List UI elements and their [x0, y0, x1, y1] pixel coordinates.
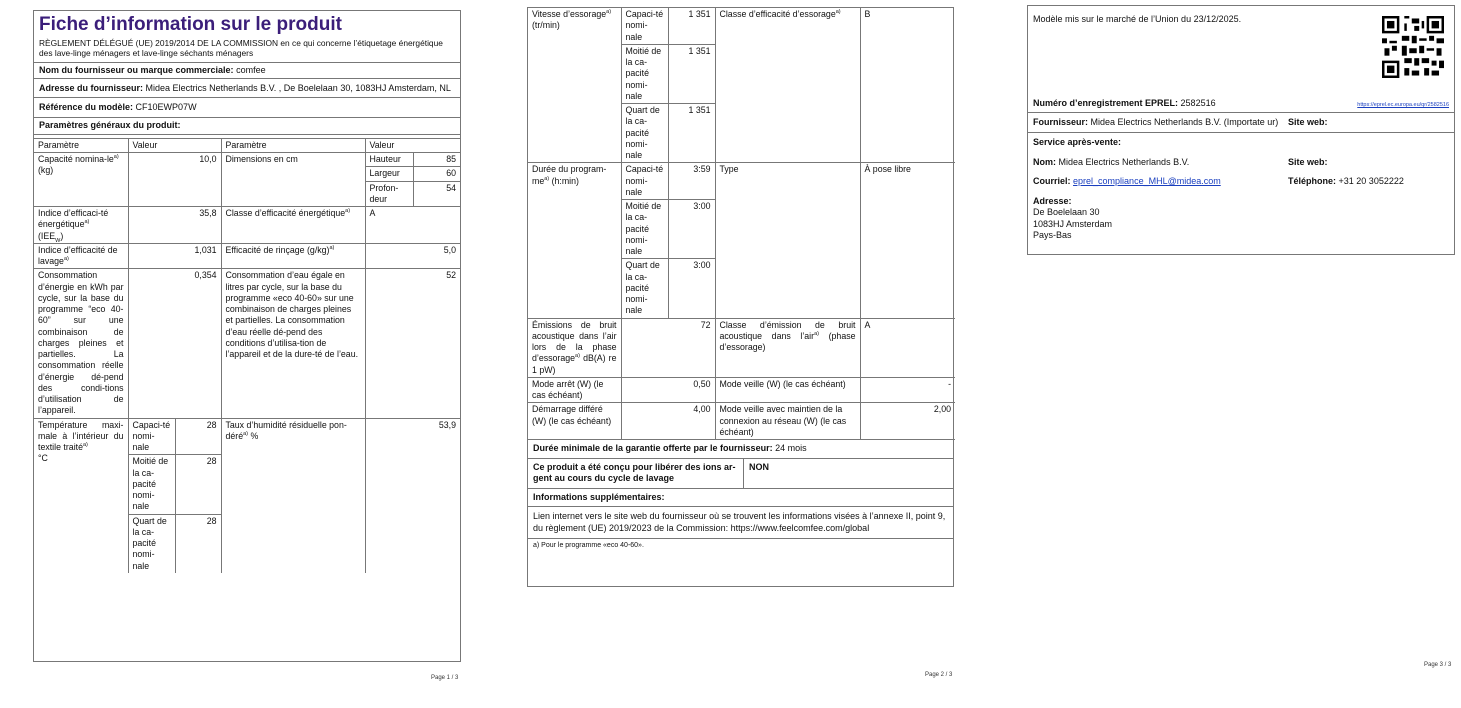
- weblink-url[interactable]: https://www.feelcomfee.com/global: [730, 522, 870, 533]
- noise-value: 72: [621, 318, 715, 377]
- spin-label: Vitesse d’essorage: [532, 9, 607, 19]
- noise-label: Émissions de bruit acoustique dans l’air lors de la phase d’essorage: [532, 319, 617, 364]
- temp-unit: °C: [38, 453, 48, 464]
- address-line-3: Pays-Bas: [1033, 230, 1072, 241]
- noise-class-cell: [715, 318, 860, 377]
- table-row: [34, 243, 460, 269]
- table-row: [528, 163, 955, 200]
- page-number-3: Page 3 / 3: [1424, 662, 1452, 668]
- qr-code-icon: [1382, 16, 1444, 78]
- duration-rated-label: Capaci-té nomi-nale: [621, 163, 668, 200]
- eei-subscript: W: [55, 237, 61, 244]
- duration-quarter-value: 3:00: [668, 259, 715, 318]
- water-cons-value: 52: [365, 269, 460, 418]
- delay-label: Démarrage différé (W) (le cas échéant): [528, 403, 621, 440]
- temp-quarter-value: 28: [175, 514, 221, 573]
- footnote-marker: a): [814, 330, 819, 337]
- document-title: Fiche d’information sur le produit: [39, 14, 342, 35]
- general-params-row: [34, 117, 460, 135]
- energy-class-label: Classe d’efficacité énergétique: [225, 208, 346, 219]
- type-label: Type: [715, 163, 860, 318]
- additional-label: Informations supplémentaires:: [533, 491, 665, 502]
- placed-on-market: Modèle mis sur le marché de l’Union du 23/12/2025.: [1033, 14, 1242, 24]
- after-sales-label: Service après-vente:: [1033, 137, 1122, 148]
- duration-cell: [528, 163, 621, 318]
- name-value: Midea Electrics Netherlands B.V.: [1058, 156, 1190, 167]
- supplier-address-value: Midea Electrics Netherlands B.V. , De Boelelaan 30, 1083HJ Amsterdam, NL: [145, 83, 451, 94]
- silver-row: [528, 459, 953, 489]
- warranty-row: [528, 440, 953, 459]
- capacity-unit: (kg): [38, 165, 54, 176]
- height-value: 85: [413, 153, 460, 167]
- eprel-value: 2582516: [1180, 98, 1216, 108]
- spin-half-value: 1 351: [668, 44, 715, 103]
- dimensions-label: Dimensions en cm: [221, 153, 365, 207]
- noise-class-unit: (phase d’essorage): [719, 330, 856, 352]
- rinse-eff-label: Efficacité de rinçage (g/kg): [225, 244, 330, 255]
- supplier-row: [1028, 112, 1454, 133]
- footnote-marker: a): [82, 442, 88, 449]
- page-number-2: Page 2 / 3: [925, 672, 953, 678]
- eprel-link[interactable]: https://eprel.ec.europa.eu/qr/2582516: [1357, 102, 1449, 109]
- footnote: a) Pour le programme «eco 40-60».: [533, 542, 644, 550]
- footnote-marker: a): [329, 244, 335, 251]
- water-cons-label: Consommation d’eau égale en litres par cycle, sur la base du programme «eco 40-60» sur une combinaison de charges pleines et partielles. La consommation d’eau réelle dé-pend des conditions d’utilisa-tion de l’appareil et de la dure-té de l’eau.: [221, 269, 365, 418]
- silver-label: Ce produit a été conçu pour libérer des ions ar-gent au cours du cycle de lavage: [528, 459, 744, 488]
- moisture-cell: [221, 418, 365, 573]
- warranty-value: 24 mois: [775, 443, 807, 453]
- energy-class-cell: [221, 207, 365, 244]
- supplier-value: Midea Electrics Netherlands B.V. (Importate ur): [1090, 116, 1279, 127]
- email-link[interactable]: eprel_compliance_MHL@midea.com: [1073, 176, 1221, 187]
- spin-class-label: Classe d’efficacité d’essorage: [719, 9, 836, 19]
- phone-label: Téléphone:: [1288, 176, 1337, 187]
- moisture-label: Taux d’humidité résiduelle pon-déré: [225, 419, 347, 441]
- col-value-header: Valeur: [128, 138, 221, 152]
- duration-label: Durée du program-me: [532, 164, 607, 186]
- duration-half-value: 3:00: [668, 200, 715, 259]
- energy-cons-value: 0,354: [128, 269, 221, 418]
- spin-class-value: B: [860, 8, 955, 163]
- spin-rated-label: Capaci-té nomi-nale: [621, 8, 668, 44]
- col-value-header-2: Valeur: [365, 138, 460, 152]
- website-label-2: Site web:: [1288, 156, 1328, 167]
- general-params-label: Paramètres généraux du produit:: [39, 120, 181, 131]
- temp-rated-label: Capaci-té nomi-nale: [128, 418, 175, 455]
- eprel-row: [1028, 98, 1454, 112]
- supplier-name-label: Nom du fournisseur ou marque commerciale:: [39, 64, 234, 75]
- moisture-value: 53,9: [365, 418, 460, 573]
- networked-label: Mode veille avec maintien de la connexion au réseau (W) (le cas échéant): [715, 403, 860, 440]
- warranty-label: Durée minimale de la garantie offerte par le fournisseur:: [533, 443, 773, 453]
- model-ref-label: Référence du modèle:: [39, 101, 134, 112]
- table-row: [34, 207, 460, 244]
- duration-unit: (h:min): [551, 175, 579, 186]
- temp-cell: [34, 418, 128, 573]
- silver-value: NON: [749, 461, 769, 472]
- eei-label: Indice d’efficaci-té énergétique: [38, 208, 109, 230]
- page-3: [1027, 5, 1455, 255]
- off-label: Mode arrêt (W) (le cas échéant): [528, 377, 621, 403]
- table-row: [528, 8, 955, 44]
- params-table-1: [34, 138, 460, 573]
- duration-half-label: Moitié de la ca-pacité nomi-nale: [621, 200, 668, 259]
- after-sales-block: [1028, 132, 1454, 246]
- width-label: Largeur: [365, 167, 413, 181]
- address-label: Adresse:: [1033, 195, 1072, 206]
- supplier-label: Fournisseur:: [1033, 116, 1089, 127]
- table-row: [34, 153, 460, 167]
- footnote-marker: a): [113, 154, 119, 161]
- footnote-marker: a): [575, 353, 580, 360]
- address-line-2: 1083HJ Amsterdam: [1033, 218, 1113, 229]
- spin-cell: [528, 8, 621, 163]
- footnote-marker: a): [243, 430, 248, 437]
- table-header-row: [34, 138, 460, 152]
- email-label: Courriel:: [1033, 176, 1071, 187]
- rinse-eff-cell: [221, 243, 365, 269]
- temp-half-label: Moitié de la ca-pacité nomi-nale: [128, 455, 175, 514]
- temp-label: Température maxi-male à l’intérieur du textile traité: [38, 419, 124, 453]
- duration-quarter-label: Quart de la ca-pacité nomi-nale: [621, 259, 668, 318]
- noise-unit: dB(A) re 1 pW): [532, 353, 617, 375]
- eei-value: 35,8: [128, 207, 221, 244]
- depth-label: Profon-deur: [365, 181, 413, 207]
- height-label: Hauteur: [365, 153, 413, 167]
- table-row: [34, 269, 460, 418]
- temp-half-value: 28: [175, 455, 221, 514]
- phone-value: +31 20 3052222: [1338, 176, 1404, 187]
- rinse-eff-value: 5,0: [365, 243, 460, 269]
- model-ref-value: CF10EWP07W: [135, 101, 197, 112]
- capacity-cell: [34, 153, 128, 207]
- weblink-row: [528, 507, 953, 539]
- footnote-marker: a): [544, 175, 550, 182]
- delay-value: 4,00: [621, 403, 715, 440]
- weblink-text: Lien internet vers le site web du fournisseur où se trouvent les informations visées à l’annexe II, point 9, du règlement (UE) 2019/2023 de la Commission:: [533, 511, 946, 533]
- depth-value: 54: [413, 181, 460, 207]
- footnote-marker: a): [835, 9, 841, 16]
- spin-unit: (tr/min): [532, 20, 560, 31]
- off-value: 0,50: [621, 377, 715, 403]
- eei-cell: Indice d’efficaci-té énergétique$^{a)}$ $(IEE_W)$: [34, 207, 128, 244]
- footnote-marker: a): [345, 208, 351, 215]
- spin-class-cell: [715, 8, 860, 163]
- footnote-marker: a): [606, 9, 612, 16]
- supplier-name-row: [34, 62, 460, 79]
- type-value: À pose libre: [860, 163, 955, 318]
- noise-class-value: A: [860, 318, 955, 377]
- energy-class-value: A: [365, 207, 460, 244]
- capacity-value: 10,0: [128, 153, 221, 207]
- params-table-2: [528, 8, 955, 440]
- capacity-label: Capacité nomina-le: [38, 154, 114, 165]
- col-param-header: Paramètre: [34, 138, 128, 152]
- table-row: [34, 418, 460, 455]
- spin-quarter-value: 1 351: [668, 104, 715, 163]
- standby-value: -: [860, 377, 955, 403]
- noise-cell: [528, 318, 621, 377]
- wash-eff-label: Indice d’efficacité de lavage: [38, 244, 118, 267]
- spin-rated-value: 1 351: [668, 8, 715, 44]
- market-header: [1028, 6, 1454, 98]
- networked-value: 2,00: [860, 403, 955, 440]
- spin-quarter-label: Quart de la ca-pacité nomi-nale: [621, 104, 668, 163]
- table-row: [528, 318, 955, 377]
- noise-class-label: Classe d’émission de bruit acoustique dans l’air: [719, 319, 856, 341]
- energy-cons-label: Consommation d’énergie en kWh par cycle, sur la base du programme “eco 40-60” sur une combinaison de charges pleines et partielles. La consommation réelle d’énergie dé-pend des condi-tions d’utilisation de l’appareil.: [34, 269, 128, 418]
- website-label: Site web:: [1288, 116, 1328, 127]
- width-value: 60: [413, 167, 460, 181]
- duration-rated-value: 3:59: [668, 163, 715, 200]
- page-2: [527, 7, 954, 587]
- col-param-header-2: Paramètre: [221, 138, 365, 152]
- supplier-name-value: comfee: [236, 64, 266, 75]
- table-row: [528, 377, 955, 403]
- temp-quarter-label: Quart de la ca-pacité nomi-nale: [128, 514, 175, 573]
- address-line-1: De Boelelaan 30: [1033, 207, 1100, 218]
- supplier-address-label: Adresse du fournisseur:: [39, 83, 144, 94]
- page-number-1: Page 1 / 3: [431, 675, 459, 681]
- additional-row: [528, 489, 953, 508]
- spin-half-label: Moitié de la ca-pacité nomi-nale: [621, 44, 668, 103]
- eei-unit: (IEE: [38, 230, 56, 241]
- table-row: [528, 403, 955, 440]
- supplier-address-row: [34, 78, 460, 97]
- moisture-unit: %: [250, 430, 259, 441]
- footnote-marker: a): [84, 219, 90, 226]
- temp-rated-value: 28: [175, 418, 221, 455]
- name-label: Nom:: [1033, 156, 1056, 167]
- wash-eff-cell: [34, 243, 128, 269]
- footnote-marker: a): [63, 256, 69, 263]
- regulation-text: RÈGLEMENT DÉLÉGUÉ (UE) 2019/2014 DE LA COMMISSION en ce qui concerne l’étiquetage énergétique des lave-linge ménagers et lave-linge séchants ménagers: [39, 37, 443, 59]
- model-ref-row: [34, 97, 460, 118]
- page-1: [33, 10, 461, 662]
- standby-label: Mode veille (W) (le cas échéant): [715, 377, 860, 403]
- wash-eff-value: 1,031: [128, 243, 221, 269]
- eprel-label: Numéro d’enregistrement EPREL:: [1033, 98, 1179, 108]
